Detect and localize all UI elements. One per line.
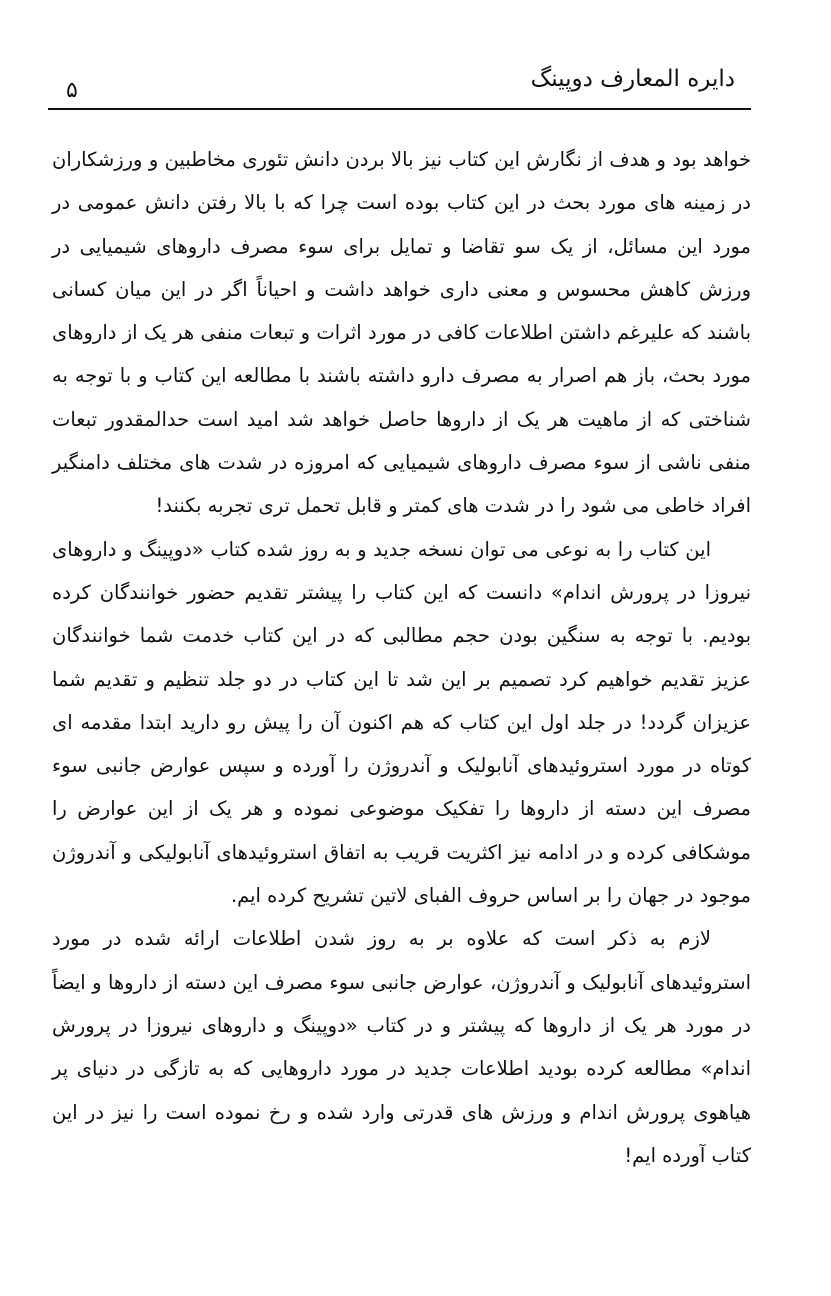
body-text [52,138,751,1177]
paragraph-1: خواهد بود و هدف از نگارش این کتاب نیز بالا بردن دانش تئوری مخاطبین و ورزشکاران در زمینه های مورد بحث در این کتاب بوده است چرا که با بالا رفتن دانش عمومی در مورد این مسائل، از یک سو تقاضا و تمایل برای سوء مصرف داروهای شیمیایی در ورزش کاهش محسوس و معنی داری خواهد داشت و احیاناً اگر در این میان کسانی باشند که علیرغم داشتن اطلاعات کافی در مورد اثرات و تبعات منفی هر یک از داروهای مورد بحث، باز هم اصرار به مصرف دارو داشته باشند با مطالعه این کتاب و با توجه به شناختی که از ماهیت هر یک از داروها حاصل خواهد شد امید است حدالمقدور تبعات منفی ناشی از سوء مصرف داروهای شیمیایی که امروزه در شدت های مختلف دامنگیر افراد خاطی می شود را در شدت های کمتر و قابل تحمل تری تجربه بکنند! [52,148,751,518]
book-title: دایره المعارف دوپینگ [530,66,735,92]
running-header [48,60,751,110]
paragraph-2: این کتاب را به نوعی می توان نسخه جدید و به روز شده کتاب «دوپینگ و داروهای نیروزا در پرورش اندام» دانست که این کتاب را پیشتر تقدیم حضور خوانندگان کرده بودیم. با توجه به سنگین بودن حجم مطالبی که در این کتاب خدمت شما خوانندگان عزیز تقدیم خواهیم کرد تصمیم بر این شد تا این کتاب در دو جلد تنظیم و تقدیم شما عزیزان گردد! در جلد اول این کتاب که هم اکنون آن را پیش رو دارید ابتدا مقدمه ای کوتاه در مورد استروئیدهای آنابولیک و آندروژن را آورده و سپس عوارض جانبی سوء مصرف این دسته از داروها را تفکیک موضوعی نموده و هر یک از این عوارض را موشکافی کرده و در ادامه نیز اکثریت قریب به اتفاق استروئیدهای آنابولیکی و آندروژن موجود در جهان را بر اساس حروف الفبای لاتین تشریح کرده ایم. [52,537,751,908]
page-number: ۵ [66,78,78,103]
paragraph-3: لازم به ذکر است که علاوه بر به روز شدن اطلاعات ارائه شده در مورد استروئیدهای آنابولیک و آندروژن، عوارض جانبی سوء مصرف این دسته از داروها و ایضاً در مورد هر یک از داروها که پیشتر و در کتاب «دوپینگ و داروهای نیروزا در پرورش اندام» مطالعه کرده بودید اطلاعات جدید در مورد داروهایی که به تازگی در دنیای پر هیاهوی پرورش اندام و ورزش های قدرتی وارد شده و رخ نموده است را نیز در این کتاب آورده ایم! [52,927,751,1167]
